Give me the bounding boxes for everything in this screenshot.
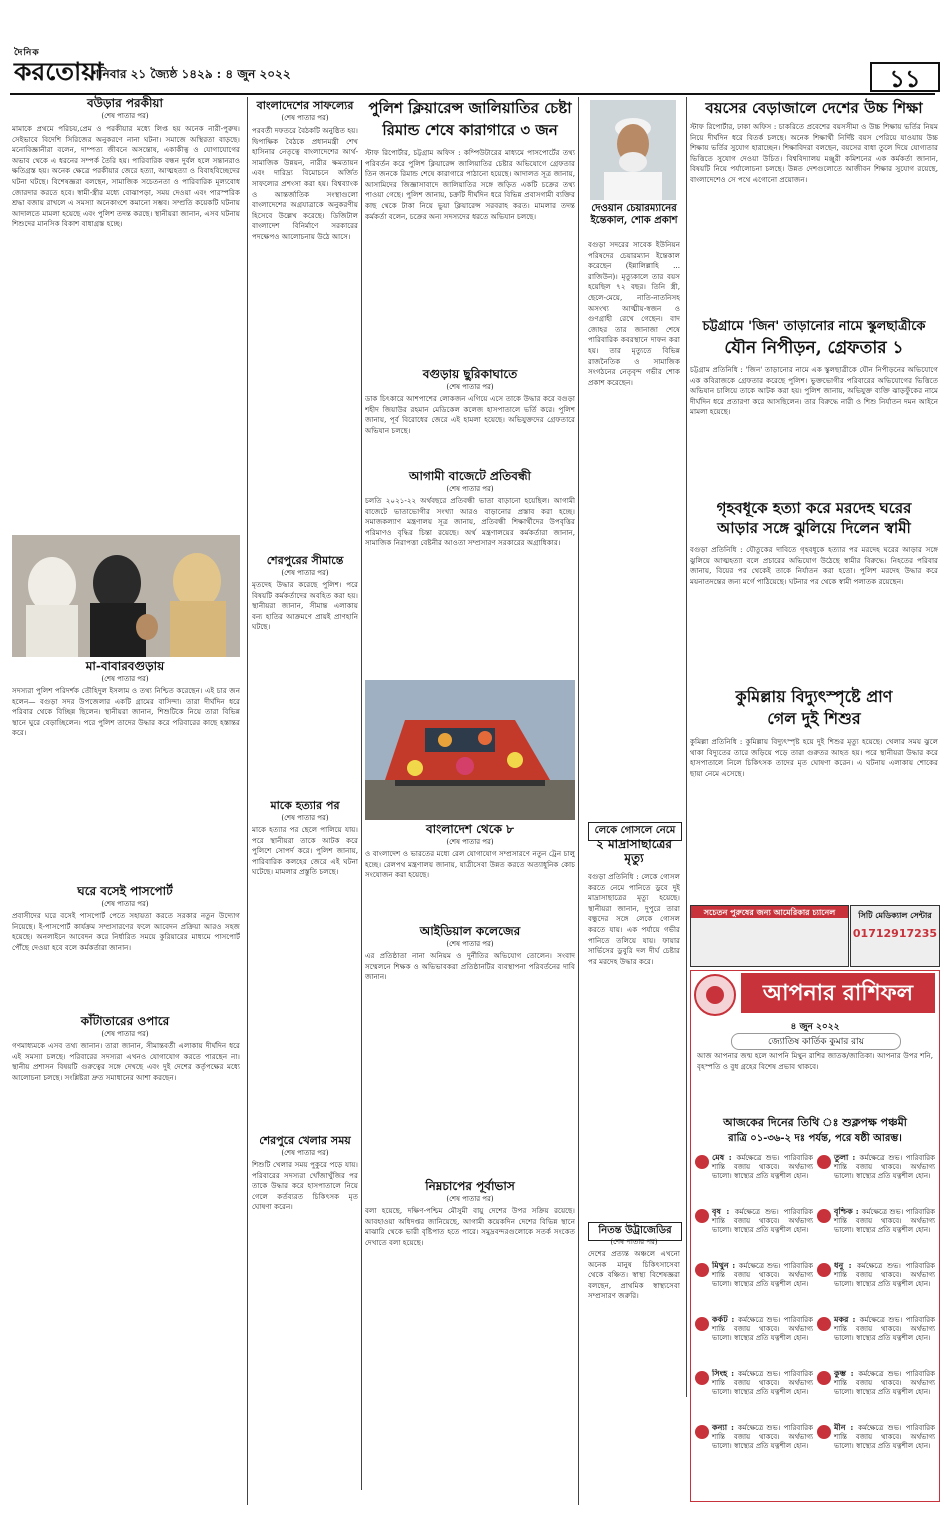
headline-top: চট্টগ্রামে 'জিন' তাড়ানোর নামে স্কুলছাত্রীকে <box>702 319 926 334</box>
story-body: প্রবাসীদের ঘরে বসেই পাসপোর্ট পেতে সহায়তা করতে সরকার নতুন উদ্যোগ নিয়েছে। ই-পাসপোর্ট কার্যক্রম সম্প্রসারণের ফলে আবেদন প্রক্রিয়া আরও সহজ হয়েছে। অনলাইনে আবেদন করে নির্ধারিত সময়ে কুরিয়ারের মাধ্যমে পাসপোর্ট পৌঁছে দেওয়া হবে বলে কর্মকর্তারা জানান। <box>12 911 240 952</box>
story-body: মাকে হত্যার পর ছেলে পালিয়ে যায়। পরে স্থানীয়রা তাকে আটক করে পুলিশে সোপর্দ করে। পুলিশ জানায়, পারিবারিক কলহের জেরে এই ঘটনা ঘটেছে। মামলার প্রস্তুতি চলছে। <box>252 825 358 877</box>
train-icon <box>365 680 575 820</box>
sign-name: মীন : <box>834 1423 859 1432</box>
story-title: বগুড়ায় ছুরিকাঘাতে <box>422 367 518 381</box>
sign-text: কর্মক্ষেত্রে শুভ। পারিবারিক শান্তি বজায় থাকবে। অর্থভাগ্য ভালো। স্বাস্থ্যের প্রতি যত্নশীল হোন। <box>834 1154 935 1180</box>
story-body: বগুড়া প্রতিনিধি : লেকে গোসল করতে নেমে পানিতে ডুবে দুই মাদ্রাসাছাত্রের মৃত্যু হয়েছে। স্থানীয়রা জানান, দুপুরে তারা বন্ধুদের সঙ্গে লেকে গোসল করতে যায়। এক পর্যায়ে গভীর পানিতে তলিয়ে যায়। ফায়ার সার্ভিসের ডুবুরি দল দীর্ঘ চেষ্টার পর মরদেহ উদ্ধার করে। <box>588 872 680 966</box>
zodiac-sign-icon <box>817 1209 831 1223</box>
sign-name: সিংহ : <box>712 1369 739 1378</box>
story-title: নিম্নচাপের পূর্বাভাস <box>425 1179 515 1193</box>
sign-name: মকর : <box>834 1315 860 1324</box>
horoscope-date: ৪ জুন ২০২২ <box>790 1022 840 1032</box>
page-header <box>0 0 945 95</box>
story-body: বগুড়া সদরের সাবেক ইউনিয়ন পরিষদের চেয়ারম্যান ইন্তেকাল করেছেন (ইন্নালিল্লাহি ... রাজিউন)। মৃত্যুকালে তার বয়স হয়েছিল ৭২ বছর। তিনি স্ত্রী, ছেলে-মেয়ে, নাতি-নাতনিসহ অসংখ্য আত্মীয়-স্বজন ও গুণগ্রাহী রেখে গেছেন। বাদ জোহর তার জানাজা শেষে পারিবারিক কবরস্থানে দাফন করা হয়। তার মৃত্যুতে বিভিন্ন রাজনৈতিক ও সামাজিক সংগঠনের নেতৃবৃন্দ গভীর শোক প্রকাশ করেছেন। <box>588 240 680 387</box>
story-title: কাঁটাতারের ওপারে <box>80 1014 170 1028</box>
portrait-icon <box>590 100 676 200</box>
sign-entry <box>817 1207 935 1261</box>
story-body: স্টাফ রিপোর্টার, চট্টগ্রাম অফিস : কম্পিউটারের মাধ্যমে পাসপোর্টের তথ্য পরিবর্তন করে পুলিশ ক্লিয়ারেন্স জালিয়াতির চেষ্টার অভিযোগে গ্রেফতার তিন জনকে রিমান্ড শেষে কারাগারে পাঠানো হয়েছে। আদালত সূত্র জানায়, আসামিদের জিজ্ঞাসাবাদে জালিয়াতির সঙ্গে জড়িত একটি চক্রের তথ্য পাওয়া গেছে। পুলিশ জানায়, চক্রটি দীর্ঘদিন ধরে বিভিন্ন প্রবাসগামী ব্যক্তির কাছ থেকে টাকা নিয়ে ভুয়া ক্লিয়ারেন্স সরবরাহ করত। মামলার তদন্ত কর্মকর্তা বলেন, চক্রের অন্য সদস্যদের ধরতে অভিযান চলছে। <box>365 148 575 221</box>
story-body: স্টাফ রিপোর্টার, ঢাকা অফিস : চাকরিতে প্রবেশের বয়সসীমা ও উচ্চ শিক্ষায় ভর্তির নিয়ম নিয়ে দীর্ঘদিন ধরে বিতর্ক চলছে। অনেক শিক্ষার্থী নির্দিষ্ট বয়স পেরিয়ে যাওয়ায় উচ্চ শিক্ষায় ভর্তির সুযোগ হারাচ্ছেন। শিক্ষাবিদরা বলছেন, বয়সের বাধা তুলে দিয়ে যোগ্যতার ভিত্তিতে সুযোগ দেওয়া উচিত। বিশ্ববিদ্যালয় মঞ্জুরী কমিশনের এক কর্মকর্তা জানান, বিষয়টি নিয়ে পর্যালোচনা চলছে। উন্নত দেশগুলোতে আজীবন শিক্ষার সুযোগ রয়েছে, বাংলাদেশেও সে পথে এগোনো প্রয়োজন। <box>690 122 938 184</box>
sign-entry <box>695 1153 813 1207</box>
tithi-time: রাত্রি ০১-৩৬-২ দঃ পর্যন্ত, পরে ষষ্ঠী আরম্ভ। <box>728 1133 902 1144</box>
sign-name: মেষ : <box>712 1153 737 1162</box>
sign-entry <box>817 1261 935 1315</box>
horoscope-author: জ্যোতিষ কার্তিক কুমার রায় <box>731 1033 901 1050</box>
train-photo <box>365 680 575 820</box>
sign-text: কর্মক্ষেত্রে শুভ। পারিবারিক শান্তি বজায় থাকবে। অর্থভাগ্য ভালো। স্বাস্থ্যের প্রতি যত্নশীল হোন। <box>834 1424 935 1450</box>
story-body: দেশের প্রত্যন্ত অঞ্চলে এখনো অনেক মানুষ চিকিৎসাসেবা থেকে বঞ্চিত। স্বাস্থ্য বিশেষজ্ঞরা বলছেন, প্রাথমিক স্বাস্থ্যসেবা সম্প্রসারণ জরুরি। <box>588 1249 680 1301</box>
zodiac-sign-icon <box>695 1317 709 1331</box>
sign-text: কর্মক্ষেত্রে শুভ। পারিবারিক শান্তি বজায় থাকবে। অর্থভাগ্য ভালো। স্বাস্থ্যের প্রতি যত্নশীল হোন। <box>834 1208 935 1234</box>
story-body: শিশুটি খেলার সময় পুকুরে পড়ে যায়। পরিবারের সদস্যরা খোঁজাখুঁজির পর তাকে উদ্ধার করে হাসপাতালে নিয়ে গেলে কর্তব্যরত চিকিৎসক মৃত ঘোষণা করেন। <box>252 1160 358 1212</box>
story-continued: (শেষ পাতার পর) <box>101 112 149 120</box>
sign-name: বৃষ : <box>712 1207 735 1216</box>
story-continued: (শেষ পাতার পর) <box>446 838 494 846</box>
story-title: লেকে গোসলে নেমে <box>588 822 682 841</box>
horoscope-title: আপনার রাশিফল <box>741 973 935 1013</box>
story-title: বাংলাদেশ থেকে ৮ <box>426 822 514 836</box>
masthead <box>14 48 104 88</box>
sign-text: কর্মক্ষেত্রে শুভ। পারিবারিক শান্তি বজায় থাকবে। অর্থভাগ্য ভালো। স্বাস্থ্যের প্রতি যত্নশীল হোন। <box>712 1316 813 1342</box>
headline-bottom: আড়ার সঙ্গে ঝুলিয়ে দিলেন স্বামী <box>717 519 911 537</box>
story-body: পরবর্তী দফতরে বৈঠকটি অনুষ্ঠিত হয়। দ্বিপাক্ষিক বৈঠকে প্রধানমন্ত্রী শেখ হাসিনার নেতৃত্বে বাংলাদেশের আর্থ-সামাজিক উন্নয়ন, নারীর ক্ষমতায়ন এবং দারিদ্র্য বিমোচনে অর্জিত সাফল্যের প্রশংসা করা হয়। বিশ্বব্যাংক ও আন্তর্জাতিক সংস্থাগুলো বাংলাদেশের অগ্রযাত্রাকে অনুকরণীয় হিসেবে উল্লেখ করেছে। ডিজিটাল বাংলাদেশ বিনির্মাণে সরকারের পদক্ষেপও আলোচনায় উঠে আসে। <box>252 126 358 241</box>
sign-entry <box>817 1153 935 1207</box>
headline-top: কুমিল্লায় বিদ্যুৎস্পৃষ্টে প্রাণ <box>735 687 893 706</box>
story-body: কুমিল্লা প্রতিনিধি : কুমিল্লায় বিদ্যুৎস্পৃষ্ট হয়ে দুই শিশুর মৃত্যু হয়েছে। খেলার সময় ঝুলে থাকা বিদ্যুতের তারে জড়িয়ে পড়ে তারা গুরুতর আহত হয়। পরে স্থানীয়রা উদ্ধার করে হাসপাতালে নিলে চিকিৎসক তাদের মৃত ঘোষণা করেন। এ ঘটনায় এলাকায় শোকের ছায়া নেমে এসেছে। <box>690 737 938 778</box>
story-body: মামাকে প্রথমে পরিচয়,প্রেম ও পরকীয়ার মধ্যে লিপ্ত হয় অনেক নারী-পুরুষ। সেইভাবে বিদেশি সিরিজের অনুকরণে নানা ঘটনা। সমাজে অস্থিরতা বাড়ছে। মনোবিজ্ঞানীরা বলেন, দাম্পত্য জীবনে অসন্তোষ, একাকীত্ব ও যোগাযোগের অভাব থেকে এ ধরনের সম্পর্ক তৈরি হয়। পারিবারিক বন্ধন দুর্বল হলে সন্তানরাও ক্ষতিগ্রস্ত হয়। অনেক ক্ষেত্রে পরকীয়ার জেরে হত্যা, আত্মহত্যা ও বিবাহবিচ্ছেদের ঘটনা ঘটছে। বিশেষজ্ঞরা বলছেন, সামাজিক সচেতনতা ও পারিবারিক মূল্যবোধ জোরদার করতে হবে। স্বামী-স্ত্রীর মধ্যে বোঝাপড়া, সময় দেওয়া এবং পারস্পরিক শ্রদ্ধা বজায় রাখলে এ সমস্যা অনেকাংশে কমানো সম্ভব। সম্প্রতি কয়েকটি ঘটনায় আদালতে মামলা হয়েছে এবং পুলিশ তদন্ত করছে। স্থানীয়রা জানান, এসব ঘটনায় শিশুদের মানসিক বিকাশ বাধাগ্রস্ত হচ্ছে। <box>12 124 240 229</box>
headline: বয়সের বেড়াজালে দেশের উচ্চ শিক্ষা <box>705 99 923 117</box>
story-title: ২ মাদ্রাসাছাত্রের মৃত্যু <box>596 837 672 865</box>
story-body: বগুড়া প্রতিনিধি : যৌতুকের দাবিতে গৃহবধূকে হত্যার পর মরদেহ ঘরের আড়ার সঙ্গে ঝুলিয়ে আত্মহত্যা বলে প্রচারের অভিযোগ উঠেছে স্বামীর বিরুদ্ধে। নিহতের পরিবার জানায়, বিয়ের পর থেকেই তাকে নির্যাতন করা হতো। পুলিশ মরদেহ উদ্ধার করে ময়নাতদন্তের জন্য মর্গে পাঠিয়েছে। ঘটনার পর থেকে স্বামী পলাতক রয়েছেন। <box>690 545 938 586</box>
sign-entry <box>817 1369 935 1423</box>
sign-list-right <box>817 1153 935 1477</box>
sign-name: ধনু : <box>834 1261 858 1270</box>
sign-entry <box>695 1423 813 1477</box>
story-body: ডাক চিৎকারে আশপাশের লোকজন এগিয়ে এসে তাকে উদ্ধার করে বগুড়া শহীদ জিয়াউর রহমান মেডিকেল কলেজ হাসপাতালে ভর্তি করে। পুলিশ জানায়, পূর্ব বিরোধের জেরে এই হামলা হয়েছে। অভিযুক্তদের গ্রেফতারে অভিযান চলছে। <box>365 394 575 435</box>
story-continued: (শেষ পাতার পর) <box>281 114 329 122</box>
zodiac-sign-icon <box>695 1425 709 1439</box>
horoscope-intro: আজ আপনার জন্ম হলে আপনি মিথুন রাশির জাতক/জাতিকা। আপনার উপর শনি, বৃহস্পতি ও বুধ গ্রহের বিশেষ প্রভাব থাকবে। <box>697 1051 933 1071</box>
story-title: মাকে হত্যার পর <box>270 799 340 812</box>
zodiac-sign-icon <box>817 1371 831 1385</box>
story-title: মা-বাবারবগুড়ায় <box>85 659 165 673</box>
story-title: বউড়ার পরকীয়া <box>87 96 163 110</box>
story-title: বাংলাদেশের সাফল্যের <box>256 99 354 112</box>
sign-name: কর্কট : <box>712 1315 739 1324</box>
sign-entry <box>695 1207 813 1261</box>
story-continued: (শেষ পাতার পর) <box>101 900 149 908</box>
sign-name: কুম্ভ : <box>834 1369 859 1378</box>
sign-text: কর্মক্ষেত্রে শুভ। পারিবারিক শান্তি বজায় থাকবে। অর্থভাগ্য ভালো। স্বাস্থ্যের প্রতি যত্নশীল হোন। <box>712 1370 813 1396</box>
zodiac-wheel-icon <box>693 973 737 1017</box>
sign-text: কর্মক্ষেত্রে শুভ। পারিবারিক শান্তি বজায় থাকবে। অর্থভাগ্য ভালো। স্বাস্থ্যের প্রতি যত্নশীল হোন। <box>834 1262 935 1288</box>
header-rule <box>10 93 935 95</box>
column-divider <box>247 97 248 1505</box>
headline-bottom: রিমান্ড শেষে কারাগারে ৩ জন <box>382 121 558 139</box>
sign-text: কর্মক্ষেত্রে শুভ। পারিবারিক শান্তি বজায় থাকবে। অর্থভাগ্য ভালো। স্বাস্থ্যের প্রতি যত্নশীল হোন। <box>712 1154 813 1180</box>
story-title: শেরপুরের সীমান্তে <box>266 554 344 567</box>
story-title: ঘরে বসেই পাসপোর্ট <box>77 884 173 898</box>
page-number: ১১ <box>870 62 940 92</box>
headline-bottom: যৌন নিপীড়ন, গ্রেফতার ১ <box>724 338 904 358</box>
story-continued: (শেষ পাতার পর) <box>446 940 494 948</box>
masthead-title: করতোয়া <box>14 57 104 86</box>
column-divider <box>686 97 687 1397</box>
ad-heading: সচেতন পুরুষের জন্য আমেরিকার চ্যানেল <box>691 906 848 918</box>
sign-text: কর্মক্ষেত্রে শুভ। পারিবারিক শান্তি বজায় থাকবে। অর্থভাগ্য ভালো। স্বাস্থ্যের প্রতি যত্নশীল হোন। <box>834 1316 935 1342</box>
zodiac-sign-icon <box>817 1317 831 1331</box>
zodiac-sign-icon <box>695 1155 709 1169</box>
headline-top: গৃহবধূকে হত্যা করে মরদেহ ঘরের <box>716 499 912 517</box>
story-title: শেরপুরে খেলার সময় <box>259 1134 351 1147</box>
headline-top: পুলিশ ক্লিয়ারেন্স জালিয়াতির চেষ্টা <box>368 99 572 117</box>
zodiac-sign-icon <box>817 1263 831 1277</box>
story-body: ও বাংলাদেশ ও ভারতের মধ্যে রেল যোগাযোগ সম্প্রসারণে নতুন ট্রেন চালু হচ্ছে। রেলপথ মন্ত্রণালয় জানায়, যাত্রীসেবা উন্নত করতে অত্যাধুনিক কোচ সংযোজন করা হয়েছে। <box>365 849 575 880</box>
story-body: চলতি ২০২১-২২ অর্থবছরে প্রতিবন্ধী ভাতা বাড়ানো হয়েছিল। আগামী বাজেটে ভাতাভোগীর সংখ্যা আরও বাড়ানোর প্রস্তাব করা হচ্ছে। সমাজকল্যাণ মন্ত্রণালয় সূত্র জানায়, প্রতিবন্ধী শিক্ষার্থীদের উপবৃত্তির পরিমাণও বৃদ্ধির চিন্তা রয়েছে। অর্থ মন্ত্রণালয়ের কর্মকর্তারা জানান, সামাজিক নিরাপত্তা বেষ্টনীর আওতা সম্প্রসারণ সরকারের অগ্রাধিকার। <box>365 496 575 548</box>
sign-text: কর্মক্ষেত্রে শুভ। পারিবারিক শান্তি বজায় থাকবে। অর্থভাগ্য ভালো। স্বাস্থ্যের প্রতি যত্নশীল হোন। <box>712 1208 813 1234</box>
sign-name: কন্যা : <box>712 1423 738 1432</box>
headline-bottom: গেল দুই শিশুর <box>767 709 861 728</box>
tithi-title: আজকের দিনের তিথি ঃ শুক্লপক্ষ পঞ্চমী <box>723 1116 907 1129</box>
story-title: আইডিয়াল কলেজের <box>419 924 521 938</box>
story-title: আগামী বাজেটে প্রতিবন্ধী <box>409 469 531 483</box>
clinic-name: সিটি মেডিক্যাল সেন্টার <box>858 910 932 920</box>
clinic-ad <box>850 905 940 967</box>
obituary-photo <box>590 100 676 200</box>
sign-entry <box>695 1261 813 1315</box>
story-continued: (শেষ পাতার পর) <box>446 383 494 391</box>
story-body: বলা হয়েছে, দক্ষিণ-পশ্চিম মৌসুমী বায়ু দেশের উপর সক্রিয় রয়েছে। আবহাওয়া অধিদপ্তর জানিয়েছে, আগামী কয়েকদিন দেশের বিভিন্ন স্থানে মাঝারি থেকে ভারী বৃষ্টিপাত হতে পারে। সমুদ্রবন্দরগুলোকে সতর্ক সংকেত দেখাতে বলা হয়েছে। <box>365 1206 575 1247</box>
sign-name: তুলা : <box>834 1153 860 1162</box>
story-continued: (শেষ পাতার পর) <box>610 1238 658 1246</box>
zodiac-sign-icon <box>695 1371 709 1385</box>
column-divider <box>361 160 362 1490</box>
sign-name: মিথুন : <box>712 1261 739 1270</box>
zodiac-sign-icon <box>695 1209 709 1223</box>
horoscope-box <box>690 970 940 1502</box>
sign-entry <box>817 1423 935 1477</box>
story-continued: (শেষ পাতার পর) <box>281 814 329 822</box>
story-body: সদস্যরা পুলিশ পরিদর্শক তৌহিদুল ইসলাম ও তথ্য নিশ্চিত করেছেন। এই চার জন হলেন— বগুড়া সদর উপজেলার একটি গ্রামের বাসিন্দা। তারা দীর্ঘদিন ধরে পরিবার থেকে বিচ্ছিন্ন ছিলেন। স্থানীয়রা জানান, শিশুটিকে নিয়ে তারা বিভিন্ন স্থানে ঘুরে বেড়াচ্ছিলেন। পরে পুলিশ তাদের উদ্ধার করে পরিবারের কাছে হস্তান্তর করে। <box>12 686 240 738</box>
story-body: গণমাধ্যমকে এসব তথ্য জানান। তারা জানান, সীমান্তবর্তী এলাকায় দীর্ঘদিন ধরে এই সমস্যা চলছে। পরিবারের সদস্যরা এখনও যোগাযোগ করতে পারছেন না। স্থানীয় প্রশাসন বিষয়টি গুরুত্বের সঙ্গে দেখছে এবং দুই দেশের কর্তৃপক্ষের মধ্যে আলোচনা চলছে। সংশ্লিষ্টরা দ্রুত সমাধানের আশা করছেন। <box>12 1041 240 1082</box>
story-continued: (শেষ পাতার পর) <box>101 675 149 683</box>
story-body: এর প্রতিষ্ঠাতা নানা অনিয়ম ও দুর্নীতির অভিযোগ তোলেন। সংবাদ সম্মেলনে শিক্ষক ও অভিভাবকরা প্রতিষ্ঠানটির ব্যবস্থাপনা পরিবর্তনের দাবি জানান। <box>365 951 575 982</box>
women-photo-icon <box>12 535 240 657</box>
column-divider <box>578 97 579 1505</box>
obituary-caption: দেওয়ান চেয়ারম্যানের ইন্তেকাল, শোক প্রকাশ <box>590 203 678 226</box>
zodiac-sign-icon <box>817 1425 831 1439</box>
clinic-phone: 01712917235 <box>852 927 938 940</box>
advertisement <box>690 905 849 967</box>
story-photo <box>12 535 240 657</box>
sign-name: বৃশ্চিক : <box>834 1207 862 1216</box>
story-continued: (শেষ পাতার পর) <box>446 1195 494 1203</box>
sign-text: কর্মক্ষেত্রে শুভ। পারিবারিক শান্তি বজায় থাকবে। অর্থভাগ্য ভালো। স্বাস্থ্যের প্রতি যত্নশীল হোন। <box>834 1370 935 1396</box>
sign-entry <box>695 1369 813 1423</box>
sign-entry <box>695 1315 813 1369</box>
zodiac-sign-icon <box>817 1155 831 1169</box>
sign-text: কর্মক্ষেত্রে শুভ। পারিবারিক শান্তি বজায় থাকবে। অর্থভাগ্য ভালো। স্বাস্থ্যের প্রতি যত্নশীল হোন। <box>712 1262 813 1288</box>
sign-text: কর্মক্ষেত্রে শুভ। পারিবারিক শান্তি বজায় থাকবে। অর্থভাগ্য ভালো। স্বাস্থ্যের প্রতি যত্নশীল হোন। <box>712 1424 813 1450</box>
sign-entry <box>817 1315 935 1369</box>
story-body: মৃতদেহ উদ্ধার করেছে পুলিশ। পরে বিষয়টি কর্মকর্তাদের অবহিত করা হয়। স্থানীয়রা জানান, সীমান্ত এলাকায় বন্য হাতির আক্রমণে প্রায়ই প্রাণহানি ঘটছে। <box>252 580 358 632</box>
story-continued: (শেষ পাতার পর) <box>281 1149 329 1157</box>
story-title: নিতন্ত উট্রাজেডির <box>588 1222 682 1241</box>
masthead-small: দৈনিক <box>14 48 40 58</box>
story-body: চট্টগ্রাম প্রতিনিধি : 'জিন' তাড়ানোর নামে এক স্কুলছাত্রীকে যৌন নিপীড়নের অভিযোগে এক কবিরাজকে গ্রেফতার করেছে পুলিশ। ভুক্তভোগীর পরিবারের অভিযোগের ভিত্তিতে অভিযান চালিয়ে তাকে আটক করা হয়। পুলিশ জানায়, অভিযুক্ত ব্যক্তি ঝাড়ফুঁকের নামে দীর্ঘদিন ধরে প্রতারণা করে আসছিলেন। তার বিরুদ্ধে নারী ও শিশু নির্যাতন দমন আইনে মামলা হয়েছে। <box>690 365 938 417</box>
issue-date: শনিবার ২১ জ্যৈষ্ঠ ১৪২৯ : ৪ জুন ২০২২ <box>92 67 291 81</box>
story-continued: (শেষ পাতার পর) <box>446 485 494 493</box>
zodiac-sign-icon <box>695 1263 709 1277</box>
story-continued: (শেষ পাতার পর) <box>281 569 329 577</box>
story-continued: (শেষ পাতার পর) <box>101 1030 149 1038</box>
sign-list-left <box>695 1153 813 1477</box>
